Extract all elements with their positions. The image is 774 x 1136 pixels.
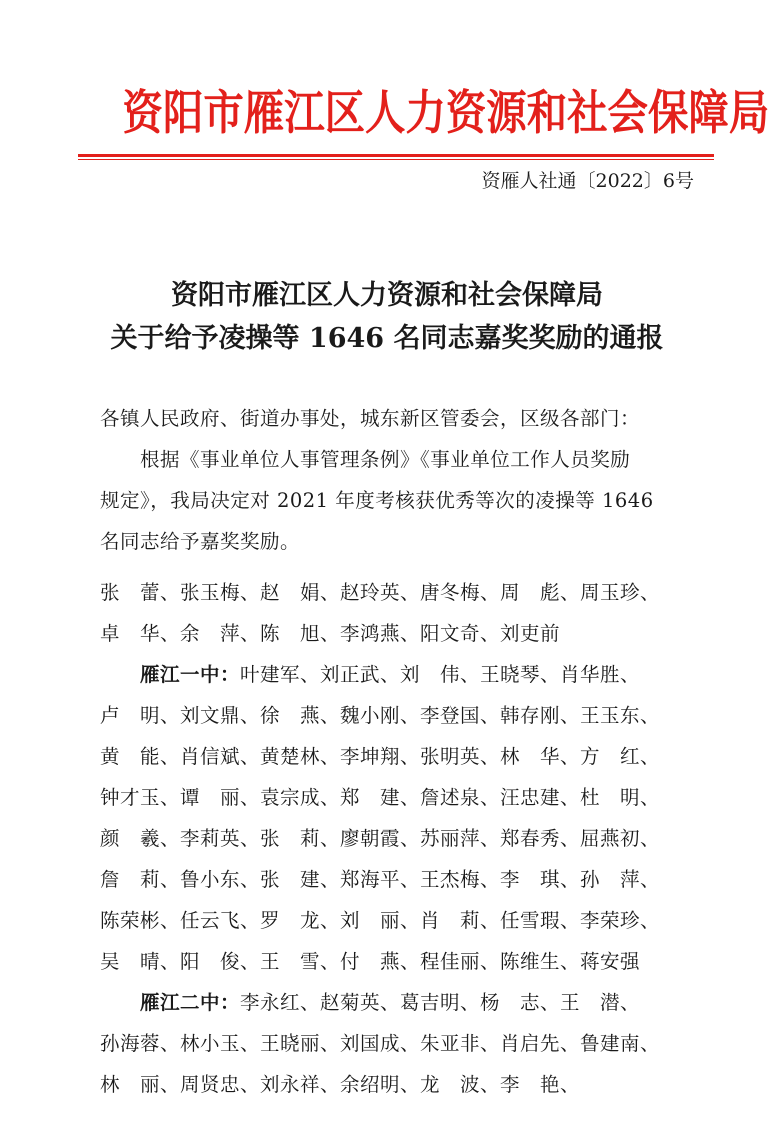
names-line: 颜 羲、李莉英、张 莉、廖朝霞、苏丽萍、郑春秀、屈燕初、: [100, 827, 661, 850]
paragraph-line: 规定》，我局决定对 2021 年度考核获优秀等次的凌操等 1646: [100, 489, 654, 512]
unit-names-line: [100, 982, 690, 1023]
paragraph-line: 名同志给予嘉奖奖励。: [100, 530, 301, 553]
letterhead-rule-thin: [78, 159, 714, 160]
document-title-line2: 关于给予凌操等 1646 名同志嘉奖奖励的通报: [110, 323, 664, 354]
letterhead-title: 资阳市雁江区人力资源和社会保障局: [122, 86, 770, 141]
names-line: 卢 明、刘文鼎、徐 燕、魏小刚、李登国、韩存刚、王玉东、: [100, 704, 661, 727]
document-number: 资雁人社通〔2022〕6号: [481, 170, 694, 192]
names-line: 卓 华、余 萍、陈 旭、李鸿燕、阳文奇、刘吏前: [100, 622, 561, 645]
salutation: 各镇人民政府、街道办事处，城东新区管委会，区级各部门：: [100, 407, 641, 430]
names-line: 吴 晴、阳 俊、王 雪、付 燕、程佳丽、陈维生、蒋安强: [100, 950, 641, 973]
names-line: 黄 能、肖信斌、黄楚林、李坤翔、张明英、林 华、方 红、: [100, 745, 661, 768]
names-line: 詹 莉、鲁小东、张 建、郑海平、王杰梅、李 琪、孙 萍、: [100, 868, 661, 891]
names-line: 孙海蓉、林小玉、王晓丽、刘国成、朱亚非、肖启先、鲁建南、: [100, 1032, 661, 1055]
names-line: 林 丽、周贤忠、刘永祥、余绍明、龙 波、李 艳、: [100, 1073, 581, 1096]
unit-label-yanjiang-1: 雁江一中：: [140, 663, 241, 686]
unit-label-yanjiang-2: 雁江二中：: [140, 991, 241, 1014]
names-line: 钟才玉、谭 丽、袁宗成、郑 建、詹述泉、汪忠建、杜 明、: [100, 786, 661, 809]
paragraph-line: 根据《事业单位人事管理条例》《事业单位工作人员奖励: [140, 448, 631, 471]
names-text: 叶建军、刘正武、刘 伟、王晓琴、肖华胜、: [240, 663, 641, 686]
names-text: 李永红、赵菊英、葛吉明、杨 志、王 潜、: [240, 991, 641, 1014]
letterhead-rule-thick: [78, 154, 714, 157]
unit-names-line: [100, 654, 690, 695]
names-line: 张 蕾、张玉梅、赵 娟、赵玲英、唐冬梅、周 彪、周玉珍、: [100, 581, 661, 604]
names-line: 陈荣彬、任云飞、罗 龙、刘 丽、肖 莉、任雪瑕、李荣珍、: [100, 909, 661, 932]
document-title-line1: 资阳市雁江区人力资源和社会保障局: [171, 280, 603, 311]
document-body: [100, 398, 690, 1105]
